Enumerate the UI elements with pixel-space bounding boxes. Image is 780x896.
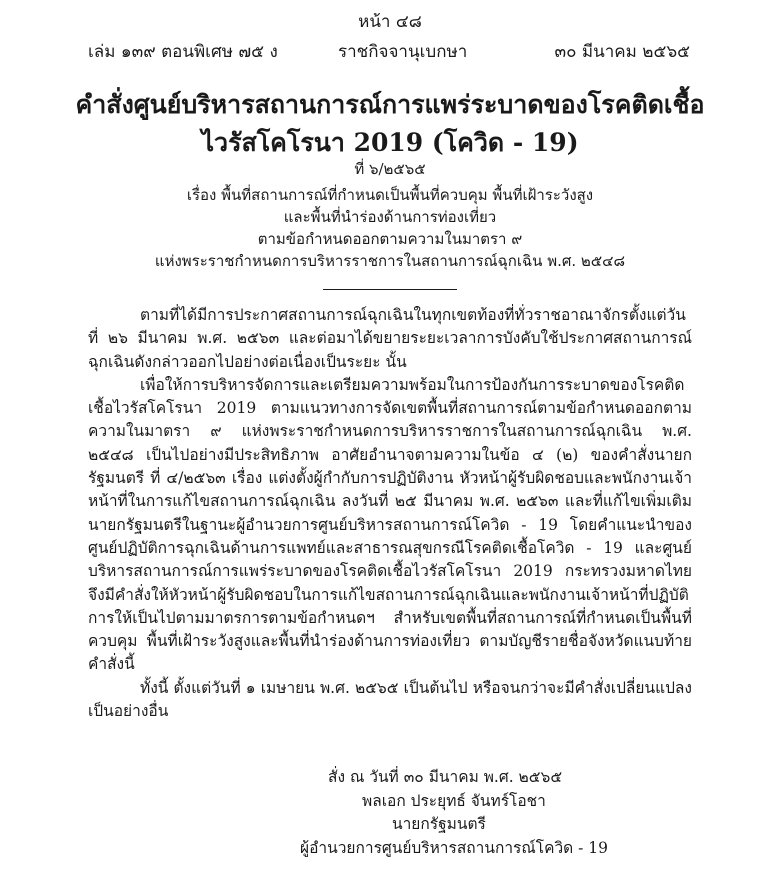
signer-position-2: ผู้อำนวยการศูนย์บริหารสถานการณ์โควิด - 19 (300, 838, 609, 857)
volume-info: เล่ม ๑๓๙ ตอนพิเศษ ๗๕ ง (88, 42, 278, 62)
body-paragraph-2: เพื่อให้การบริหารจัดการและเตรียมความพร้อมในการป้องกันการระบาดของโรคติดเชื้อไวรัสโคโรนา 2019 ตามแนวทางการจัดเขตพื้นที่สถานการณ์ตามข้อกำหนดออกตามความในมาตรา ๙ แห่งพระราชกำหนดการบริหารราชการในสถานการณ์ฉุกเฉิน พ.ศ. ๒๕๔๘ เป็นไปอย่างมีประสิทธิภาพ อาศัยอำนาจตามความในข้อ ๔ (๒) ของคำสั่งนายกรัฐมนตรี ที่ ๔/๒๕๖๓ เรื่อง แต่งตั้งผู้กำกับการปฏิบัติงาน หัวหน้าผู้รับผิดชอบและพนักงานเจ้าหน้าที่ในการแก้ไขสถานการณ์ฉุกเฉิน ลงวันที่ ๒๕ มีนาคม พ.ศ. ๒๕๖๓ และที่แก้ไขเพิ่มเติม นายกรัฐมนตรีในฐานะผู้อำนวยการศูนย์บริหารสถานการณ์โควิด - 19 โดยคำแนะนำของศูนย์ปฏิบัติการฉุกเฉินด้านการแพทย์และสาธารณสุขกรณีโรคติดเชื้อโควิด - 19 และศูนย์บริหารสถานการณ์การแพร่ระบาดของโรคติดเชื้อไวรัสโคโรนา 2019 กระทรวงมหาดไทย จึงมีคำสั่งให้หัวหน้าผู้รับผิดชอบในการแก้ไขสถานการณ์ฉุกเฉินและพนักงานเจ้าหน้าที่ปฏิบัติการให้เป็นไปตามมาตรการตามข้อกำหนดฯ สำหรับเขตพื้นที่สถานการณ์ที่กำหนดเป็นพื้นที่ควบคุม พื้นที่เฝ้าระวังสูงและพื้นที่นำร่องด้านการท่องเที่ยว ตามบัญชีรายชื่อจังหวัดแนบท้ายคำสั่งนี้ (88, 375, 692, 674)
signer-name: พลเอก ประยุทธ์ จันทร์โอชา (362, 791, 546, 810)
order-meta (0, 158, 780, 272)
signing-date: สั่ง ณ วันที่ ๓๐ มีนาคม พ.ศ. ๒๕๖๕ (328, 768, 563, 786)
title-line-2: ไวรัสโคโรนา 2019 (โควิด - 19) (201, 128, 579, 157)
subject-line-1: เรื่อง พื้นที่สถานการณ์ที่กำหนดเป็นพื้นที่ควบคุม พื้นที่เฝ้าระวังสูง (186, 186, 594, 204)
subject-line-4: แห่งพระราชกำหนดการบริหารราชการในสถานการณ์ฉุกเฉิน พ.ศ. ๒๕๔๘ (154, 252, 626, 270)
subject-line-3: ตามข้อกำหนดออกตามความในมาตรา ๙ (257, 230, 523, 248)
title-line-1: คำสั่งศูนย์บริหารสถานการณ์การแพร่ระบาดของโรคติดเชื้อ (75, 90, 705, 119)
body-paragraph-1: ตามที่ได้มีการประกาศสถานการณ์ฉุกเฉินในทุกเขตท้องที่ทั่วราชอาณาจักรตั้งแต่วันที่ ๒๖ มีนาคม พ.ศ. ๒๕๖๓ และต่อมาได้ขยายระยะเวลาการบังคับใช้ประกาศสถานการณ์ฉุกเฉินดังกล่าวออกไปอย่างต่อเนื่องเป็นระยะ นั้น (88, 306, 692, 371)
document-title (0, 86, 780, 162)
order-number: ที่ ๖/๒๕๖๕ (354, 160, 426, 178)
body-paragraph-3: ทั้งนี้ ตั้งแต่วันที่ ๑ เมษายน พ.ศ. ๒๕๖๕ เป็นต้นไป หรือจนกว่าจะมีคำสั่งเปลี่ยนแปลงเป็นอย่างอื่น (88, 678, 692, 721)
signature-block (300, 766, 630, 860)
publication-date: ๓๐ มีนาคม ๒๕๖๕ (554, 42, 690, 62)
section-divider (323, 289, 457, 290)
signer-position-1: นายกรัฐมนตรี (392, 815, 486, 833)
publication-name: ราชกิจจานุเบกษา (338, 42, 468, 62)
page-number: หน้า ๔๘ (358, 12, 422, 32)
subject-line-2: และพื้นที่นำร่องด้านการท่องเที่ยว (283, 208, 497, 226)
order-body (88, 304, 692, 723)
